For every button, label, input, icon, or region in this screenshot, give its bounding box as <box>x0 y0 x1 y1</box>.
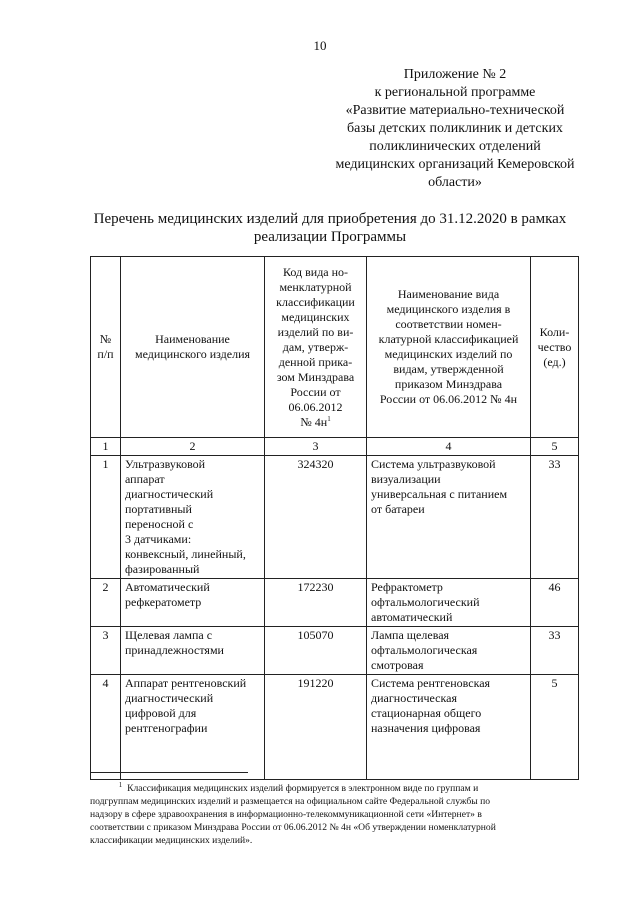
table-header-row <box>91 257 579 438</box>
table-row <box>91 675 579 780</box>
row-code: 105070 <box>265 627 367 675</box>
table-row <box>91 456 579 579</box>
appendix-line: области» <box>428 175 482 190</box>
devices-table <box>90 256 579 780</box>
column-index: 3 <box>265 438 367 456</box>
table-row <box>91 579 579 627</box>
header-name: Наименование медицинского изделия <box>121 257 265 438</box>
row-name: Аппарат рентгеновский диагностический цифровой для рентгенографии <box>121 675 265 780</box>
header-num: № п/п <box>91 257 121 438</box>
appendix-line: к региональной программе <box>374 85 536 100</box>
row-qty: 33 <box>531 456 579 579</box>
row-code: 324320 <box>265 456 367 579</box>
row-num: 3 <box>91 627 121 675</box>
row-num: 4 <box>91 675 121 780</box>
page-number: 10 <box>313 38 327 53</box>
heading-line: Перечень медицинских изделий для приобретения до 31.12.2020 в рамках <box>93 211 567 227</box>
footnote-marker: 1 <box>118 780 123 789</box>
header-type: Наименование вида медицинского изделия в соответствии номен- клатурной классификацией медицинских изделий по видам, утвержденной приказом Минздрава России от 06.06.2012 № 4н <box>367 257 531 438</box>
heading-line: реализации Программы <box>253 229 407 245</box>
footnote-ref: 1 <box>327 414 331 423</box>
row-qty: 5 <box>531 675 579 780</box>
appendix-block <box>310 66 600 192</box>
row-num: 1 <box>91 456 121 579</box>
appendix-line: поликлинических отделений <box>369 139 541 154</box>
row-name: Автоматический рефкератометр <box>121 579 265 627</box>
table-row <box>91 627 579 675</box>
column-index: 1 <box>91 438 121 456</box>
row-type: Система ультразвуковой визуализации универсальная с питанием от батареи <box>367 456 531 579</box>
document-heading <box>80 210 580 246</box>
column-index-row <box>91 438 579 456</box>
appendix-line: Приложение № 2 <box>403 67 507 82</box>
row-type: Система рентгеновская диагностическая стационарная общего назначения цифровая <box>367 675 531 780</box>
column-index: 5 <box>531 438 579 456</box>
row-code: 191220 <box>265 675 367 780</box>
row-name: Щелевая лампа с принадлежностями <box>121 627 265 675</box>
column-index: 2 <box>121 438 265 456</box>
appendix-line: базы детских поликлиник и детских <box>347 121 563 136</box>
footnote-divider <box>90 772 248 773</box>
row-type: Рефрактометр офтальмологический автоматический <box>367 579 531 627</box>
row-num: 2 <box>91 579 121 627</box>
header-code: Код вида но- менклатурной классификации медицинских изделий по ви- дам, утверж- денной прика- зом Минздрава России от 06.06.2012 № $4н^1$ <box>265 257 367 438</box>
row-qty: 33 <box>531 627 579 675</box>
appendix-line: медицинских организаций Кемеровской <box>335 157 575 172</box>
appendix-line: «Развитие материально-технической <box>345 103 565 118</box>
row-type: Лампа щелевая офтальмологическая смотровая <box>367 627 531 675</box>
footnote: $^1$ Классификация медицинских изделий формируется в электронном виде по группам и подгруппам медицинских изделий и размещается на официальном сайте Федеральной службы по надзору в сфере здравоохранения в информационно-телекоммуникационной сети «Интернет» в соответствии с приказом Минздрава России от 06.06.2012 № 4н «Об утверждении номенклатурной классификации медицинских изделий». <box>90 780 496 846</box>
column-index: 4 <box>367 438 531 456</box>
row-code: 172230 <box>265 579 367 627</box>
row-qty: 46 <box>531 579 579 627</box>
header-qty: Коли- чество (ед.) <box>531 257 579 438</box>
row-name: Ультразвуковой аппарат диагностический портативный переносной с 3 датчиками: конвексный, линейный, фазированный <box>121 456 265 579</box>
